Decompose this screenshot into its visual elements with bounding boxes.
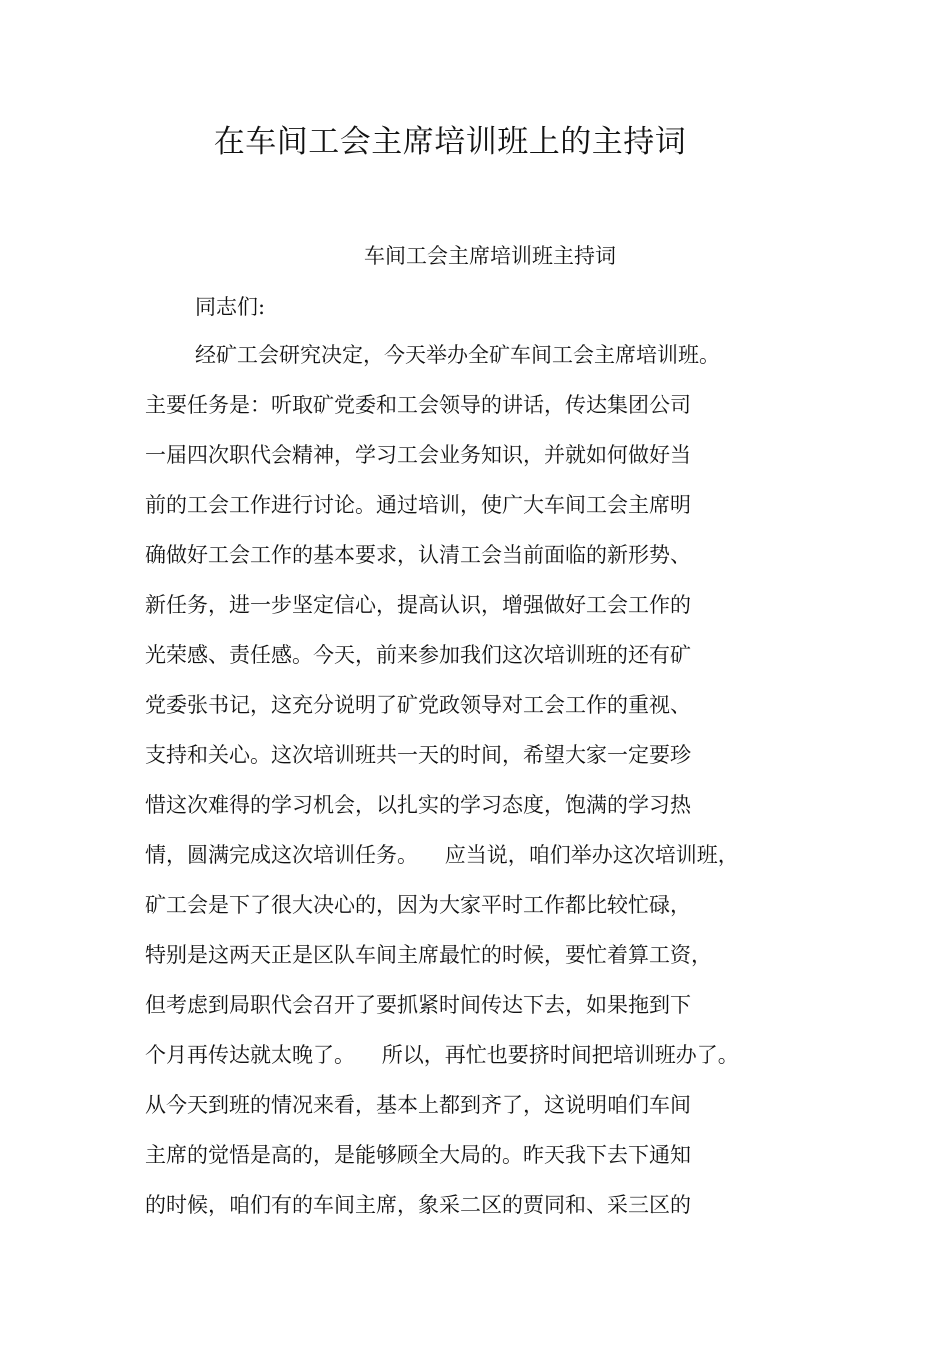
- document-title: 在车间工会主席培训班上的主持词: [213, 124, 687, 160]
- document-subtitle: 车间工会主席培训班主持词: [364, 244, 616, 268]
- body-line: 的时候，咱们有的车间主席，象采二区的贾同和、采三区的: [145, 1193, 691, 1217]
- body-line: 惜这次难得的学习机会，以扎实的学习态度，饱满的学习热: [145, 793, 691, 817]
- body-line: 主席的觉悟是高的，是能够顾全大局的。昨天我下去下通知: [145, 1143, 691, 1167]
- body-line: 从今天到班的情况来看，基本上都到齐了，这说明咱们车间: [145, 1093, 691, 1117]
- body-line: 主要任务是：听取矿党委和工会领导的讲话，传达集团公司: [145, 393, 691, 417]
- body-line: 情，圆满完成这次培训任务。 应当说，咱们举办这次培训班，: [145, 843, 739, 867]
- body-line: 确做好工会工作的基本要求，认清工会当前面临的新形势、: [145, 543, 691, 567]
- body-line: 矿工会是下了很大决心的，因为大家平时工作都比较忙碌，: [145, 893, 691, 917]
- body-line: 经矿工会研究决定，今天举办全矿车间工会主席培训班。: [195, 343, 720, 367]
- body-line: 新任务，进一步坚定信心，提高认识，增强做好工会工作的: [145, 593, 691, 617]
- body-line: 支持和关心。这次培训班共一天的时间，希望大家一定要珍: [145, 743, 691, 767]
- body-line: 一届四次职代会精神，学习工会业务知识，并就如何做好当: [145, 443, 691, 467]
- body-line: 特别是这两天正是区队车间主席最忙的时候，要忙着算工资，: [145, 943, 712, 967]
- body-line: 但考虑到局职代会召开了要抓紧时间传达下去，如果拖到下: [145, 993, 691, 1017]
- body-line: 光荣感、责任感。今天，前来参加我们这次培训班的还有矿: [145, 643, 691, 667]
- salutation: 同志们:: [195, 295, 266, 319]
- body-line: 个月再传达就太晚了。 所以，再忙也要挤时间把培训班办了。: [145, 1043, 739, 1067]
- body-line: 前的工会工作进行讨论。通过培训，使广大车间工会主席明: [145, 493, 691, 517]
- body-line: 党委张书记，这充分说明了矿党政领导对工会工作的重视、: [145, 693, 691, 717]
